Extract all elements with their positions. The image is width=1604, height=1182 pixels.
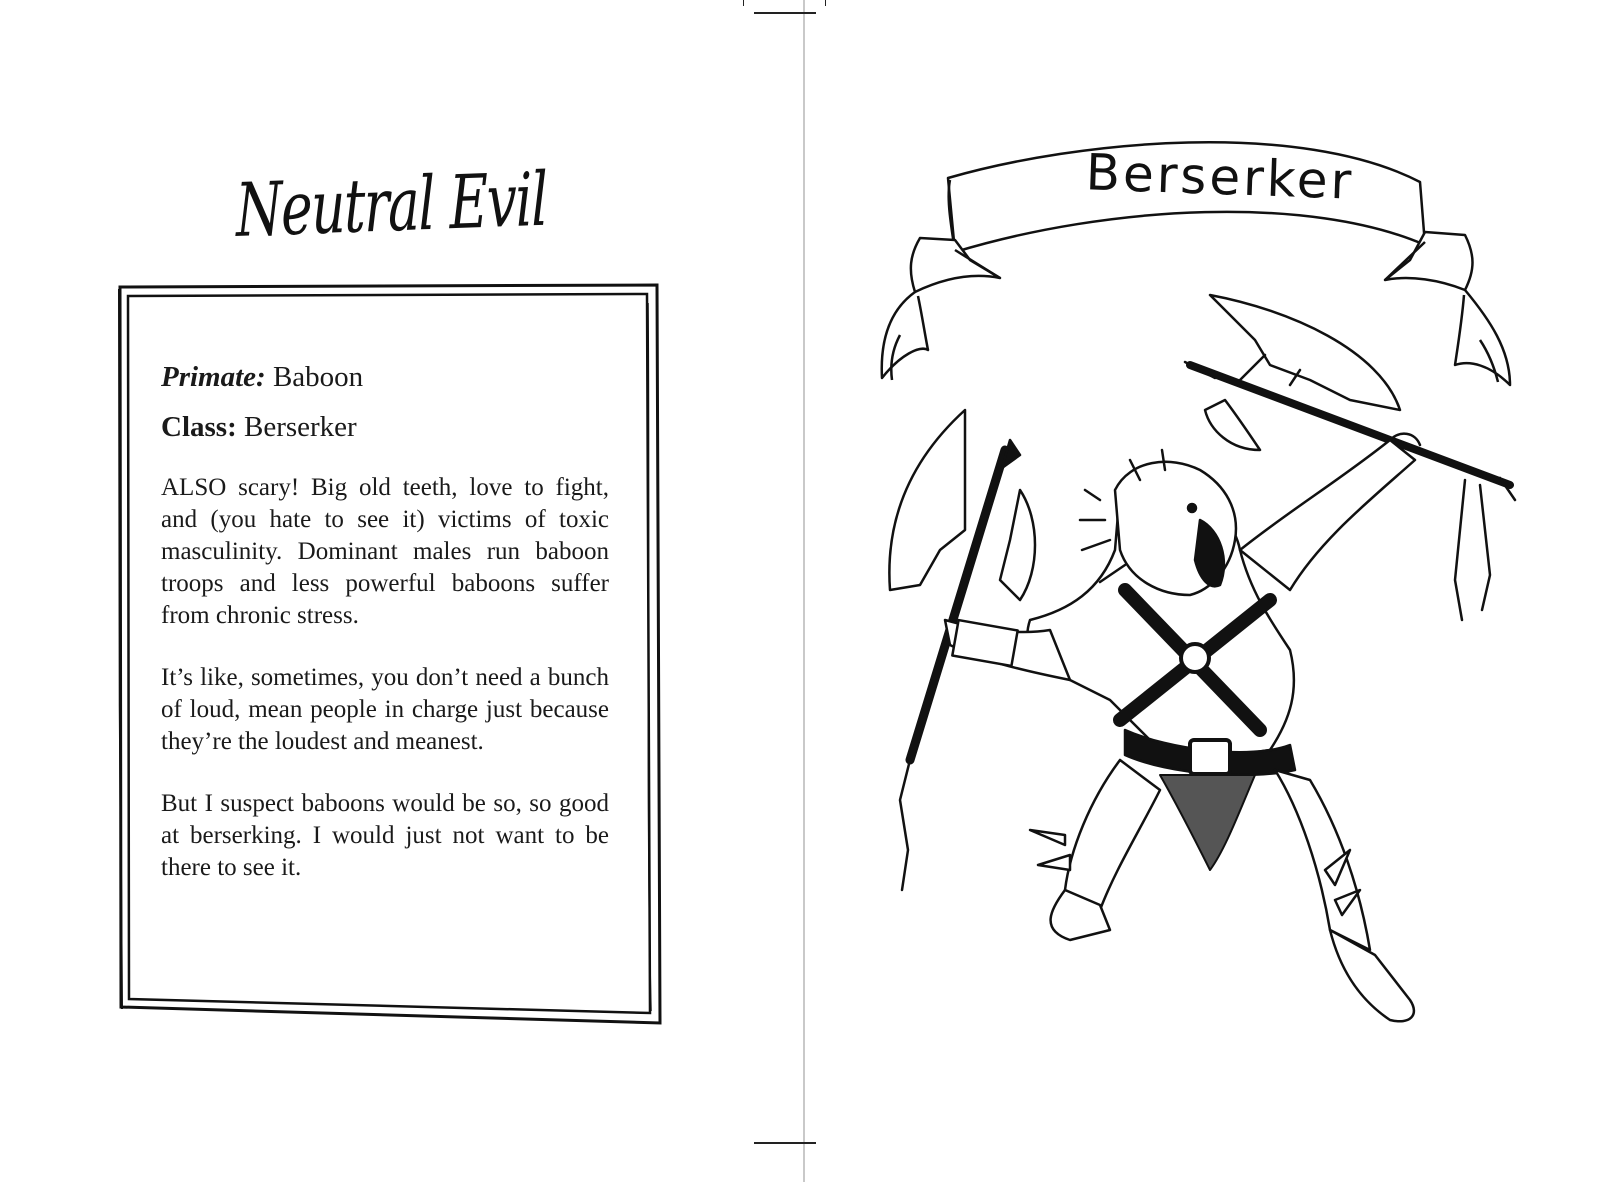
class-row [161,408,609,446]
page-gutter [803,0,805,1182]
description-paragraph-1: ALSO scary! Big old teeth, love to fight, and (you hate to see it) victims of toxic masculinity. Dominant males run baboon troops and less powerful baboons suffer from chronic stress. [161,474,609,629]
berserker-illustration [870,290,1550,1070]
description-paragraph-3: But I suspect baboons would be so, so good at berserking. I would just not want to be there to see it. [161,790,609,881]
crop-mark-top-right [825,0,826,6]
primate-value: Baboon [272,361,364,393]
crop-mark-bottom [754,1142,816,1144]
card-body [161,358,609,914]
description-paragraph-2: It’s like, sometimes, you don’t need a bunch of loud, mean people in charge just because they’re the loudest and meanest. [161,664,609,755]
alignment-title: Neutral Evil [235,156,548,254]
primate-label: Primate: [161,361,266,393]
crop-mark-top-left [743,0,744,6]
banner-title: Berserker [1084,143,1356,211]
primate-row [161,358,609,396]
class-label: Class: [161,411,237,443]
class-value: Berserker [243,411,357,443]
crop-mark-top [754,12,816,14]
